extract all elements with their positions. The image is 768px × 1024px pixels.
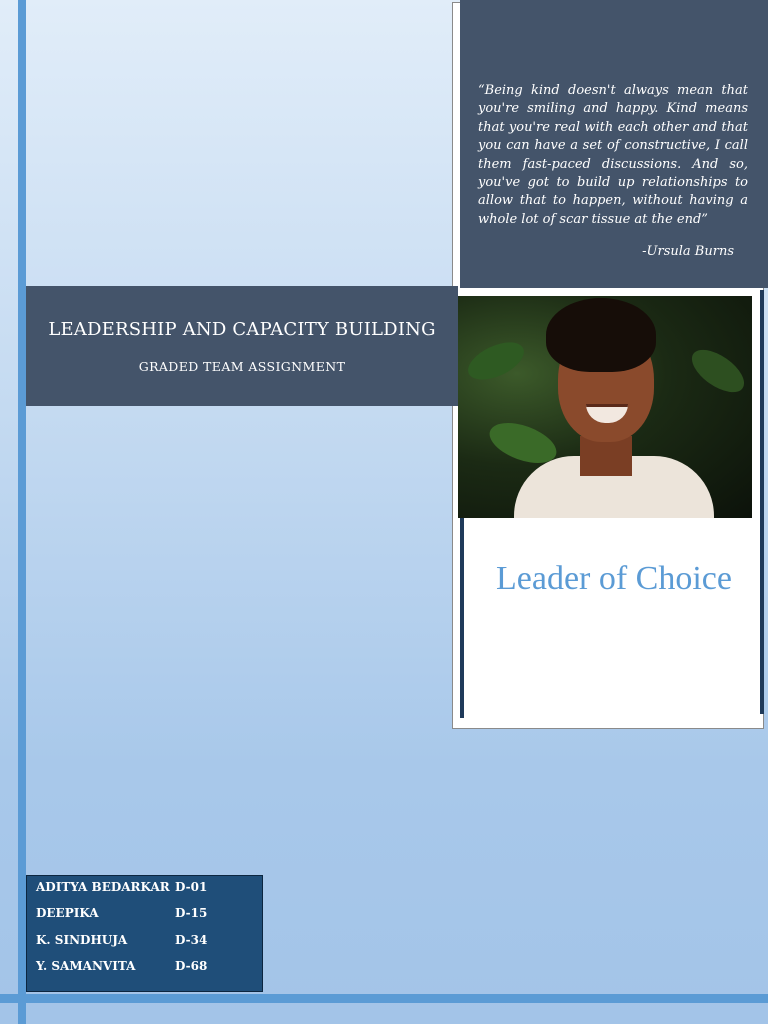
- quote-box: [460, 0, 768, 288]
- foliage-shape: [685, 342, 751, 401]
- member-roll: D-15: [175, 906, 208, 920]
- title-band: [26, 286, 458, 406]
- leader-of-choice-heading: Leader of Choice: [496, 560, 732, 597]
- portrait-hair: [546, 298, 656, 372]
- panel-accent-left: [460, 518, 464, 718]
- leader-photo: [458, 296, 752, 518]
- bottom-accent-bar: [0, 994, 768, 1003]
- left-accent-bar: [18, 0, 26, 1024]
- document-subtitle: GRADED TEAM ASSIGNMENT: [138, 359, 346, 374]
- member-name: K. SINDHUJA: [36, 933, 128, 947]
- foliage-shape: [462, 335, 529, 388]
- member-roll: D-01: [175, 880, 208, 894]
- portrait-neck: [580, 436, 632, 476]
- member-roll: D-34: [175, 933, 208, 947]
- quote-author: -Ursula Burns: [642, 244, 734, 259]
- quote-text: “Being kind doesn't always mean that you're smiling and happy. Kind means that you're real with each other and that you can have a set of constructive, I call them fast-paced discussions. And so, you've got to build up relationships to allow that to happen, without having a whole lot of scar tissue at the end”: [478, 83, 748, 227]
- document-title: LEADERSHIP AND CAPACITY BUILDING: [48, 319, 436, 340]
- member-name: DEEPIKA: [36, 906, 99, 920]
- team-members-box: [26, 875, 263, 992]
- member-name: Y. SAMANVITA: [36, 959, 136, 973]
- panel-accent-right: [760, 290, 764, 714]
- member-name: ADITYA BEDARKAR: [36, 880, 170, 894]
- member-roll: D-68: [175, 959, 208, 973]
